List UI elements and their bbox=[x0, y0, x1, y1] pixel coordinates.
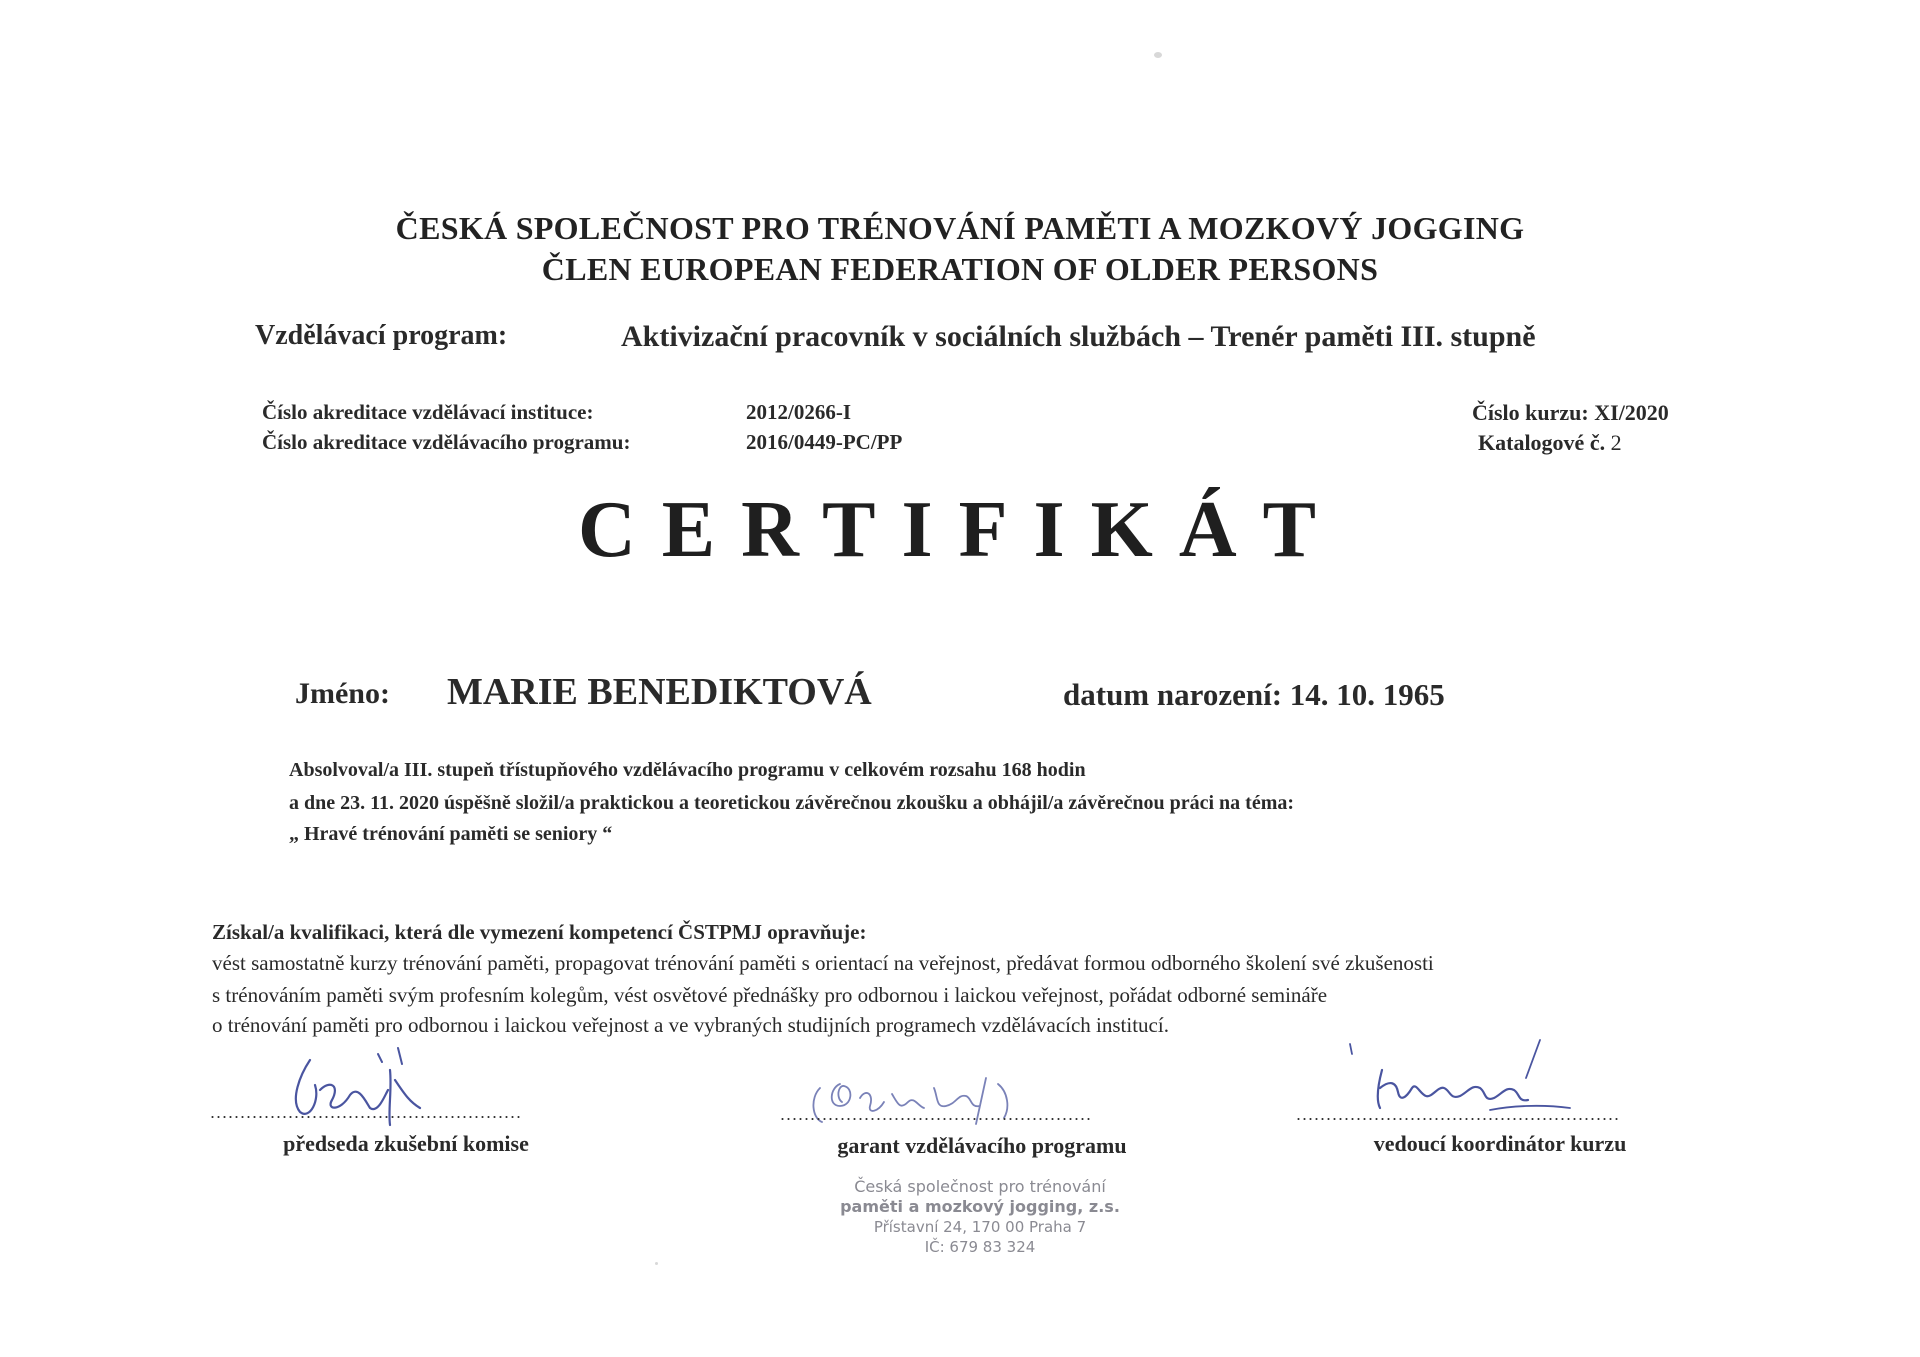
program-label: Vzdělávací program: bbox=[255, 320, 508, 351]
name-label: Jméno: bbox=[295, 677, 390, 710]
completion-line-1: Absolvoval/a III. stupeň třístupňového vzdělávacího programu v celkovém rozsahu 168 hodin bbox=[289, 759, 1086, 781]
qualification-heading: Získal/a kvalifikaci, která dle vymezení kompetencí ČSTPMJ opravňuje: bbox=[212, 920, 867, 944]
course-number-value: XI/2020 bbox=[1594, 400, 1669, 425]
catalog-number bbox=[1478, 430, 1622, 456]
scan-speck bbox=[655, 1262, 658, 1265]
stamp-line-1: Česká společnost pro trénování bbox=[854, 1177, 1106, 1196]
birth-date-value: 14. 10. 1965 bbox=[1289, 677, 1445, 712]
holder-name: MARIE BENEDIKTOVÁ bbox=[447, 671, 872, 713]
program-accreditation-label: Číslo akreditace vzdělávacího programu: bbox=[262, 430, 631, 454]
stamp-company-id: IČ: 679 83 324 bbox=[924, 1238, 1036, 1256]
organization-title: ČESKÁ SPOLEČNOST PRO TRÉNOVÁNÍ PAMĚTI A MOZKOVÝ JOGGING bbox=[395, 210, 1525, 246]
institution-accreditation-label: Číslo akreditace vzdělávací instituce: bbox=[262, 400, 594, 424]
signature-line-2: .................................................... bbox=[780, 1104, 1093, 1124]
institution-accreditation-number: 2012/0266-I bbox=[746, 400, 851, 424]
course-number bbox=[1472, 400, 1669, 426]
program-name: Aktivizační pracovník v sociálních službách – Trenér paměti III. stupně bbox=[621, 320, 1536, 353]
catalog-number-label: Katalogové č. bbox=[1478, 430, 1606, 455]
stamp-line-2: paměti a mozkový jogging, z.s. bbox=[840, 1197, 1120, 1216]
qualification-line-1: vést samostatně kurzy trénování paměti, propagovat trénování paměti s orientací na veřejnost, předávat formou odborného školení své zkušenosti bbox=[212, 951, 1434, 975]
completion-line-2: a dne 23. 11. 2020 úspěšně složil/a praktickou a teoretickou závěrečnou zkoušku a obhájil/a závěrečnou práci na téma: bbox=[289, 792, 1295, 814]
qualification-line-3: o trénování paměti pro odbornou i laickou veřejnost a ve vybraných studijních programech vzdělávacích institucí. bbox=[212, 1013, 1169, 1037]
qualification-line-2: s trénováním paměti svým profesním kolegům, vést osvětové přednášky pro odbornou i laickou veřejnost, pořádat odborné semináře bbox=[212, 983, 1328, 1007]
catalog-number-value: 2 bbox=[1610, 430, 1622, 455]
certificate-title: CERTIFIKÁT bbox=[578, 486, 1342, 574]
membership-line: ČLEN EUROPEAN FEDERATION OF OLDER PERSONS bbox=[541, 251, 1379, 287]
signature-guarantor bbox=[800, 1058, 1100, 1138]
birth-date bbox=[1063, 677, 1445, 713]
birth-date-label: datum narození: bbox=[1063, 677, 1283, 712]
thesis-topic: „ Hravé trénování paměti se seniory “ bbox=[289, 823, 613, 845]
role-coordinator: vedoucí koordinátor kurzu bbox=[1373, 1131, 1627, 1156]
organization-stamp bbox=[800, 1177, 1160, 1257]
course-number-label: Číslo kurzu: bbox=[1472, 400, 1589, 425]
role-chairman: předseda zkušební komise bbox=[283, 1131, 529, 1156]
role-guarantor: garant vzdělávacího programu bbox=[837, 1133, 1127, 1158]
stamp-address: Přístavní 24, 170 00 Praha 7 bbox=[873, 1218, 1087, 1236]
signature-line-1: .................................................... bbox=[210, 1102, 523, 1122]
signature-line-3: ...................................................... bbox=[1296, 1104, 1621, 1124]
program-accreditation-number: 2016/0449-PC/PP bbox=[746, 430, 903, 454]
scan-speck bbox=[1154, 52, 1162, 58]
